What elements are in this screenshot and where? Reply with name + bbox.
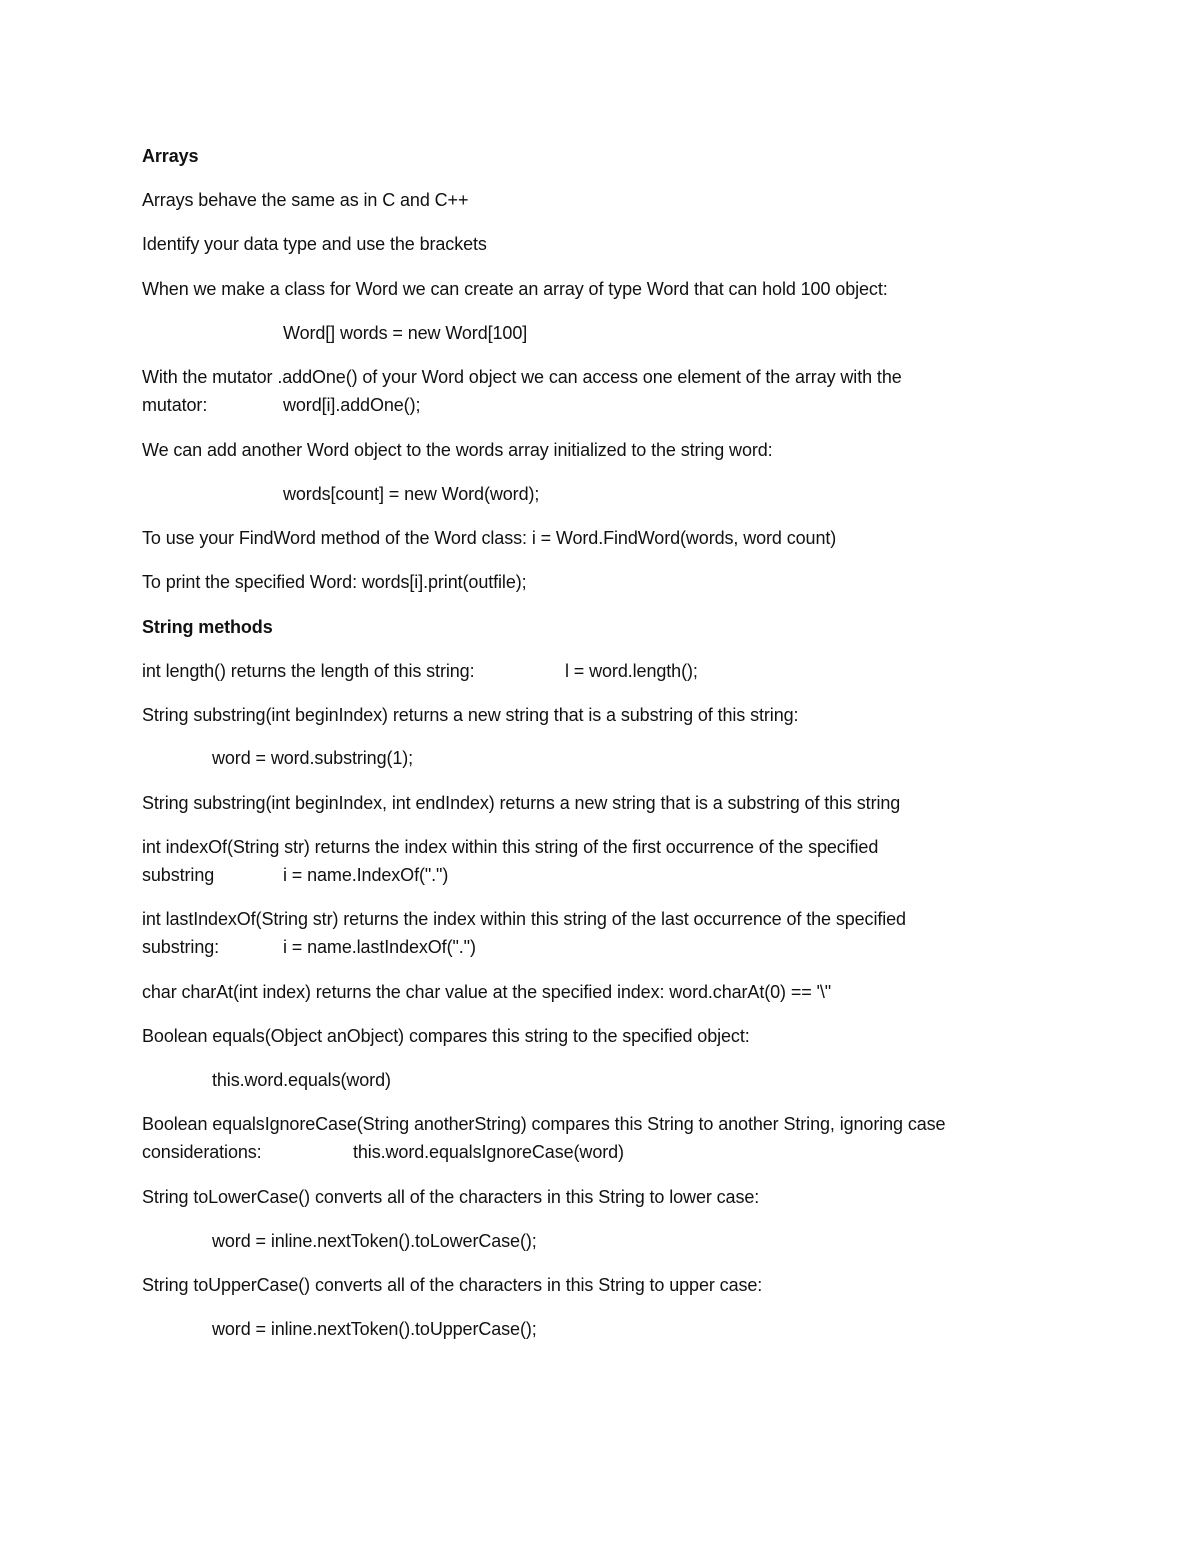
code-line: l = word.length(); <box>565 661 698 681</box>
text-line: We can add another Word object to the words array initialized to the string word: <box>142 440 773 460</box>
text-line: int lastIndexOf(String str) returns the index within this string of the last occurrence of the specified <box>142 909 906 929</box>
text-line: int length() returns the length of this string: <box>142 661 475 681</box>
code-line: Word[] words = new Word[100] <box>283 323 528 343</box>
heading-arrays: Arrays <box>142 146 199 166</box>
text-line: String substring(int beginIndex, int endIndex) returns a new string that is a substring of this string <box>142 793 901 813</box>
text-line: considerations: <box>142 1142 262 1162</box>
text-line: substring: <box>142 937 220 957</box>
text-line: String toLowerCase() converts all of the characters in this String to lower case: <box>142 1187 760 1207</box>
text-line: String toUpperCase() converts all of the characters in this String to upper case: <box>142 1275 763 1295</box>
code-line: i = name.lastIndexOf(".") <box>283 937 476 957</box>
text-line: mutator: <box>142 395 208 415</box>
text-line: When we make a class for Word we can create an array of type Word that can hold 100 object: <box>142 279 888 299</box>
code-line: word[i].addOne(); <box>283 395 421 415</box>
text-line: char charAt(int index) returns the char value at the specified index: word.charAt(0) == '\" <box>142 982 832 1002</box>
code-line: this.word.equalsIgnoreCase(word) <box>353 1142 624 1162</box>
text-line: int indexOf(String str) returns the index within this string of the first occurrence of the specified <box>142 837 879 857</box>
text-line: To print the specified Word: words[i].print(outfile); <box>142 572 527 592</box>
text-line: substring <box>142 865 215 885</box>
code-line: words[count] = new Word(word); <box>283 484 540 504</box>
code-line: word = word.substring(1); <box>212 748 414 768</box>
text-line: Boolean equalsIgnoreCase(String anotherString) compares this String to another String, ignoring case <box>142 1114 946 1134</box>
text-line: Arrays behave the same as in C and C++ <box>142 190 469 210</box>
text-line: Identify your data type and use the brackets <box>142 234 487 254</box>
code-line: word = inline.nextToken().toLowerCase(); <box>212 1231 537 1251</box>
code-line: word = inline.nextToken().toUpperCase(); <box>212 1319 537 1339</box>
code-line: i = name.IndexOf(".") <box>283 865 449 885</box>
heading-string-methods: String methods <box>142 617 273 637</box>
text-line: To use your FindWord method of the Word class: i = Word.FindWord(words, word count) <box>142 528 837 548</box>
text-line: String substring(int beginIndex) returns a new string that is a substring of this string: <box>142 705 799 725</box>
code-line: this.word.equals(word) <box>212 1070 391 1090</box>
text-line: Boolean equals(Object anObject) compares this string to the specified object: <box>142 1026 750 1046</box>
text-line: With the mutator .addOne() of your Word object we can access one element of the array with the <box>142 367 902 387</box>
